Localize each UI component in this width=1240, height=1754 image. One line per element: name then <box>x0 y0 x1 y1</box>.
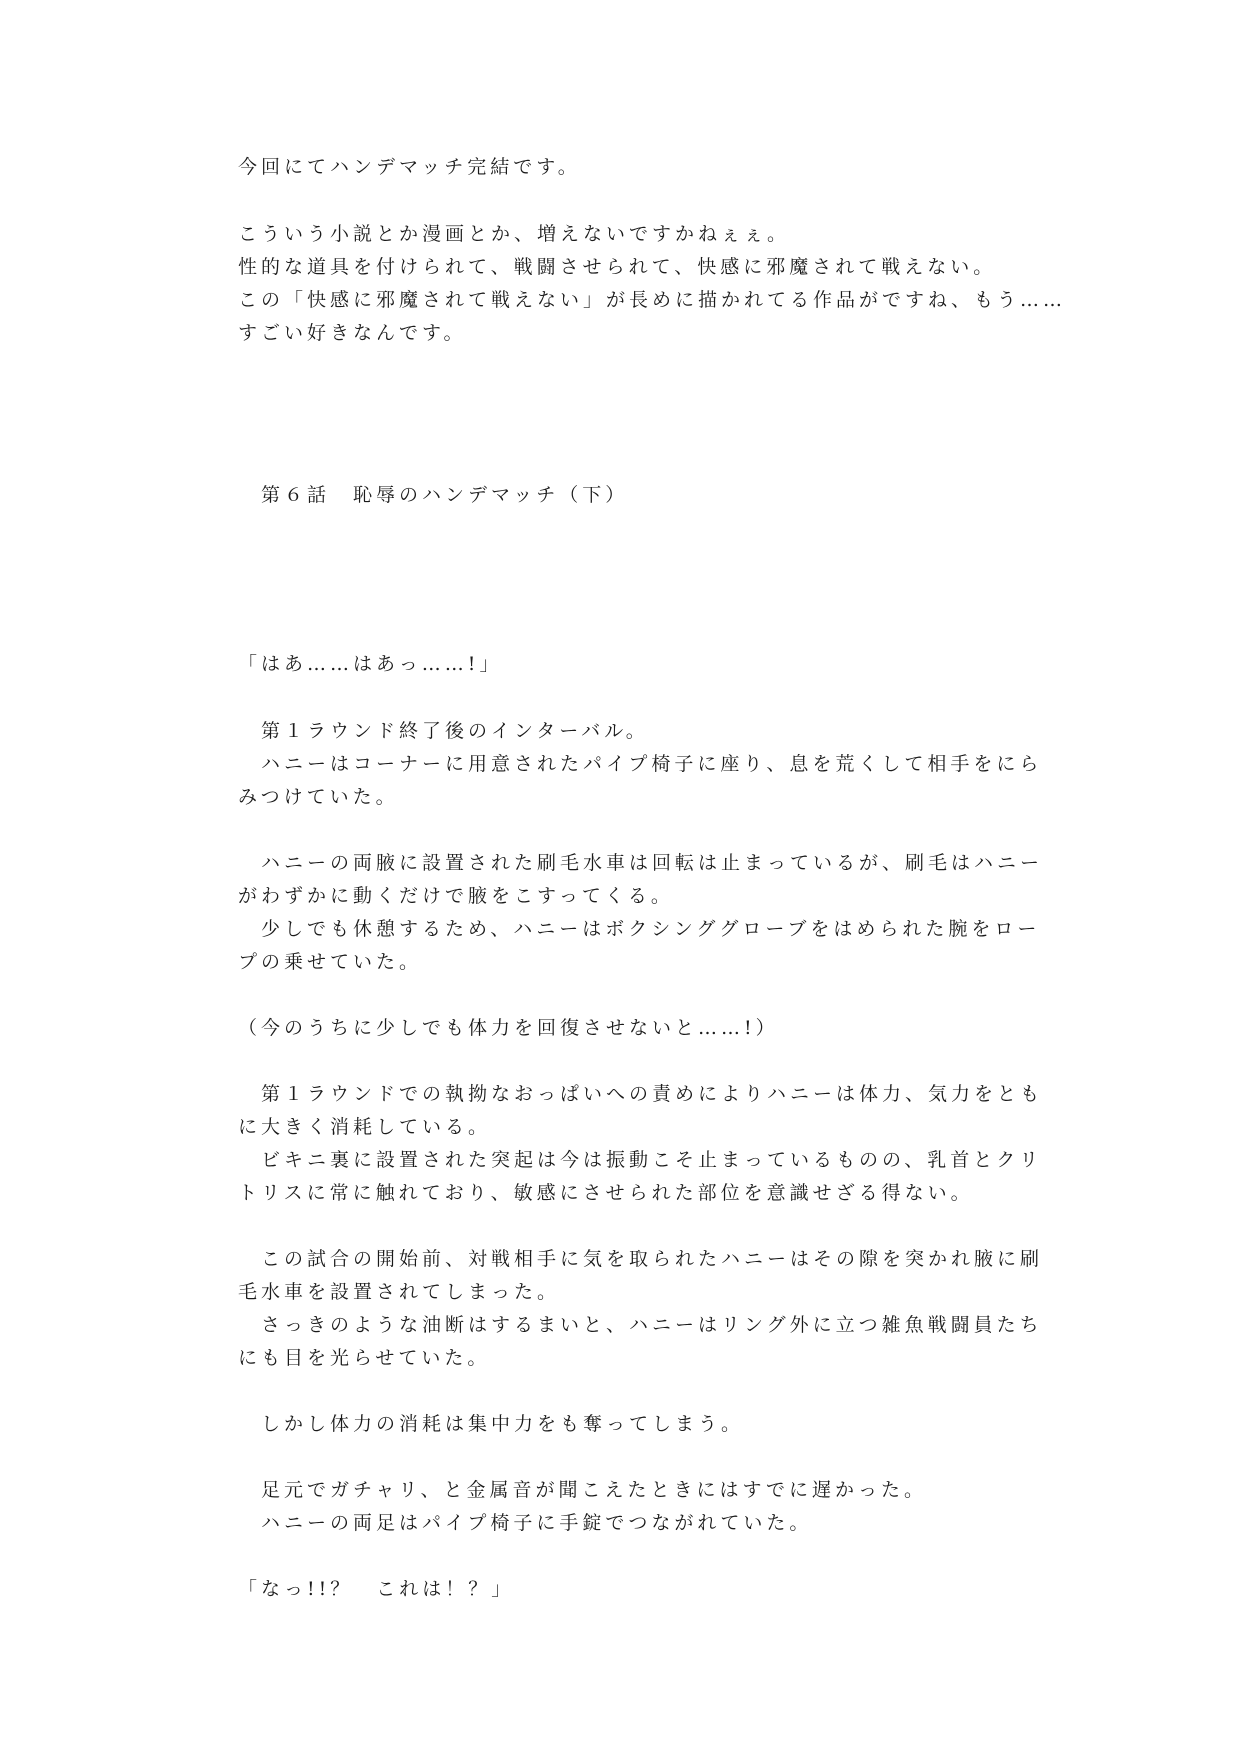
body-line: 毛水車を設置されてしまった。 <box>238 1281 561 1303</box>
afterword-line: 性的な道具を付けられて、戦闘させられて、快感に邪魔されて戦えない。 <box>238 256 997 278</box>
afterword-line: すごい好きなんです。 <box>238 322 467 344</box>
chapter-title: 第６話 恥辱のハンデマッチ（下） <box>238 484 629 506</box>
body-line: 足元でガチャリ、と金属音が聞こえたときにはすでに遅かった。 <box>238 1479 928 1501</box>
body-line: ハニーの両足はパイプ椅子に手錠でつながれていた。 <box>238 1512 813 1534</box>
body-line: ハニーはコーナーに用意されたパイプ椅子に座り、息を荒くして相手をにら <box>238 753 1043 775</box>
body-line: がわずかに動くだけで腋をこすってくる。 <box>238 885 674 907</box>
body-line: （今のうちに少しでも体力を回復させないと……!） <box>238 1017 779 1039</box>
body-line: この試合の開始前、対戦相手に気を取られたハニーはその隙を突かれ腋に刷 <box>238 1248 1044 1270</box>
body-line: 「はあ……はあっ……!」 <box>238 653 503 675</box>
body-line: に大きく消耗している。 <box>238 1116 492 1138</box>
body-line: ビキニ裏に設置された突起は今は振動こそ止まっているものの、乳首とクリ <box>238 1149 1043 1171</box>
afterword-line: 今回にてハンデマッチ完結です。 <box>238 156 581 178</box>
afterword-line: この「快感に邪魔されて戦えない」が長めに描かれてる作品がですね、もう…… <box>238 289 1067 311</box>
body-line: 少しでも休憩するため、ハニーはボクシンググローブをはめられた腕をロー <box>238 918 1041 940</box>
body-line: 「なっ!!？ これは！？」 <box>238 1578 515 1600</box>
body-line: 第１ラウンド終了後のインターバル。 <box>238 720 649 742</box>
body-line: トリスに常に触れており、敏感にさせられた部位を意識せざる得ない。 <box>238 1182 974 1204</box>
body-line: プの乗せていた。 <box>238 951 423 973</box>
afterword-line: こういう小説とか漫画とか、増えないですかねぇぇ。 <box>238 223 791 245</box>
body-line: 第１ラウンドでの執拗なおっぱいへの責めによりハニーは体力、気力をとも <box>238 1083 1044 1105</box>
body-line: にも目を光らせていた。 <box>238 1347 491 1369</box>
body-line: ハニーの両腋に設置された刷毛水車は回転は止まっているが、刷毛はハニー <box>238 852 1044 874</box>
body-line: さっきのような油断はするまいと、ハニーはリング外に立つ雑魚戦闘員たち <box>238 1314 1043 1336</box>
body-line: みつけていた。 <box>238 786 399 808</box>
body-line: しかし体力の消耗は集中力をも奪ってしまう。 <box>238 1413 745 1435</box>
